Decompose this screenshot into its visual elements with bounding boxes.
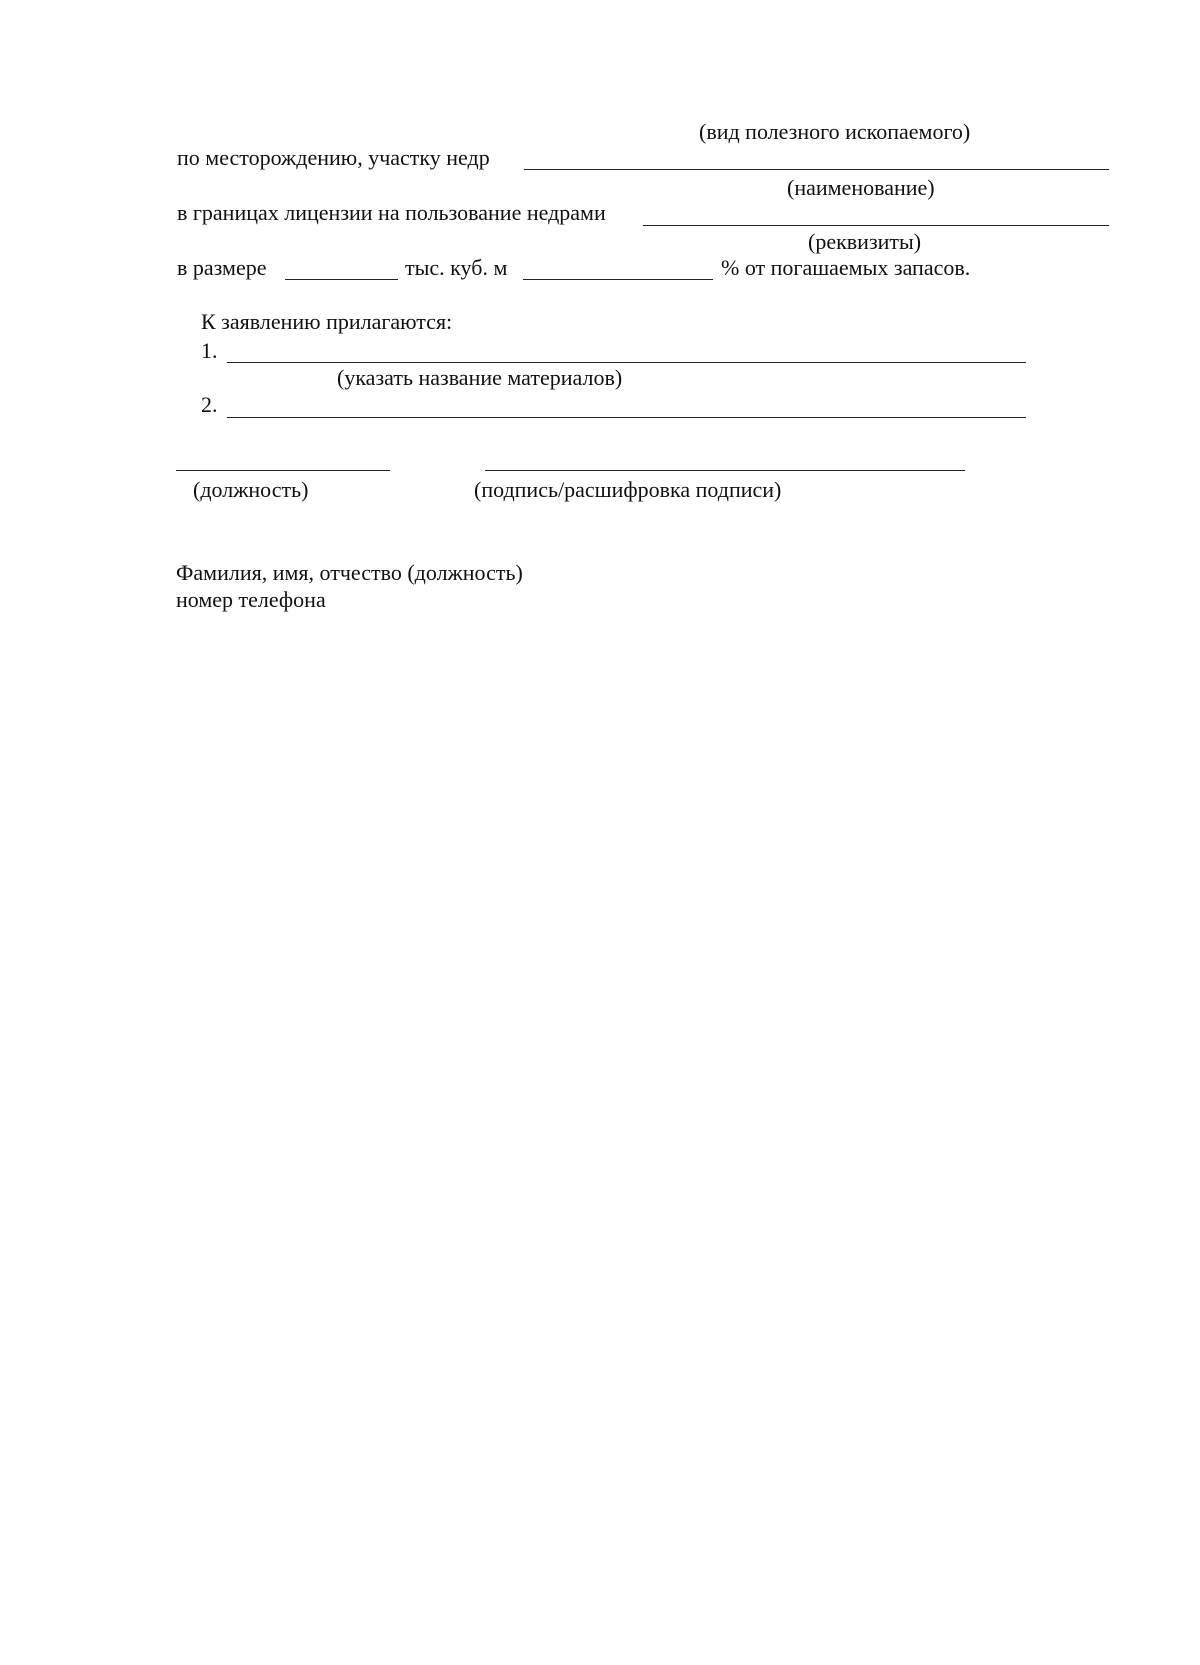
signature-field[interactable] xyxy=(485,470,965,471)
label-deposit: по месторождению, участку недр xyxy=(177,145,490,170)
caption-requisites: (реквизиты) xyxy=(808,229,922,254)
position-field[interactable] xyxy=(176,470,390,471)
caption-mineral-type: (вид полезного ископаемого) xyxy=(699,119,971,144)
caption-position: (должность) xyxy=(193,477,309,502)
caption-name: (наименование) xyxy=(787,175,935,200)
amount-volume-field[interactable] xyxy=(285,279,398,280)
amount-percent-field[interactable] xyxy=(523,279,713,280)
contact-phone-label: номер телефона xyxy=(176,587,326,612)
attachment-number-2: 2. xyxy=(201,392,218,417)
label-license: в границах лицензии на пользование недрами xyxy=(177,200,606,225)
attachment-field-1[interactable] xyxy=(227,362,1026,363)
caption-materials: (указать название материалов) xyxy=(337,365,623,390)
attachment-field-2[interactable] xyxy=(227,417,1026,418)
label-amount-prefix: в размере xyxy=(177,255,267,280)
license-requisites-field[interactable] xyxy=(643,225,1109,226)
attachments-heading: К заявлению прилагаются: xyxy=(201,309,453,334)
attachment-number-1: 1. xyxy=(201,338,218,363)
caption-signature: (подпись/расшифровка подписи) xyxy=(474,477,782,502)
deposit-name-field[interactable] xyxy=(524,169,1109,170)
label-amount-unit: тыс. куб. м xyxy=(405,255,508,280)
label-amount-suffix: % от погашаемых запасов. xyxy=(721,255,971,280)
contact-full-name-label: Фамилия, имя, отчество (должность) xyxy=(176,560,523,585)
